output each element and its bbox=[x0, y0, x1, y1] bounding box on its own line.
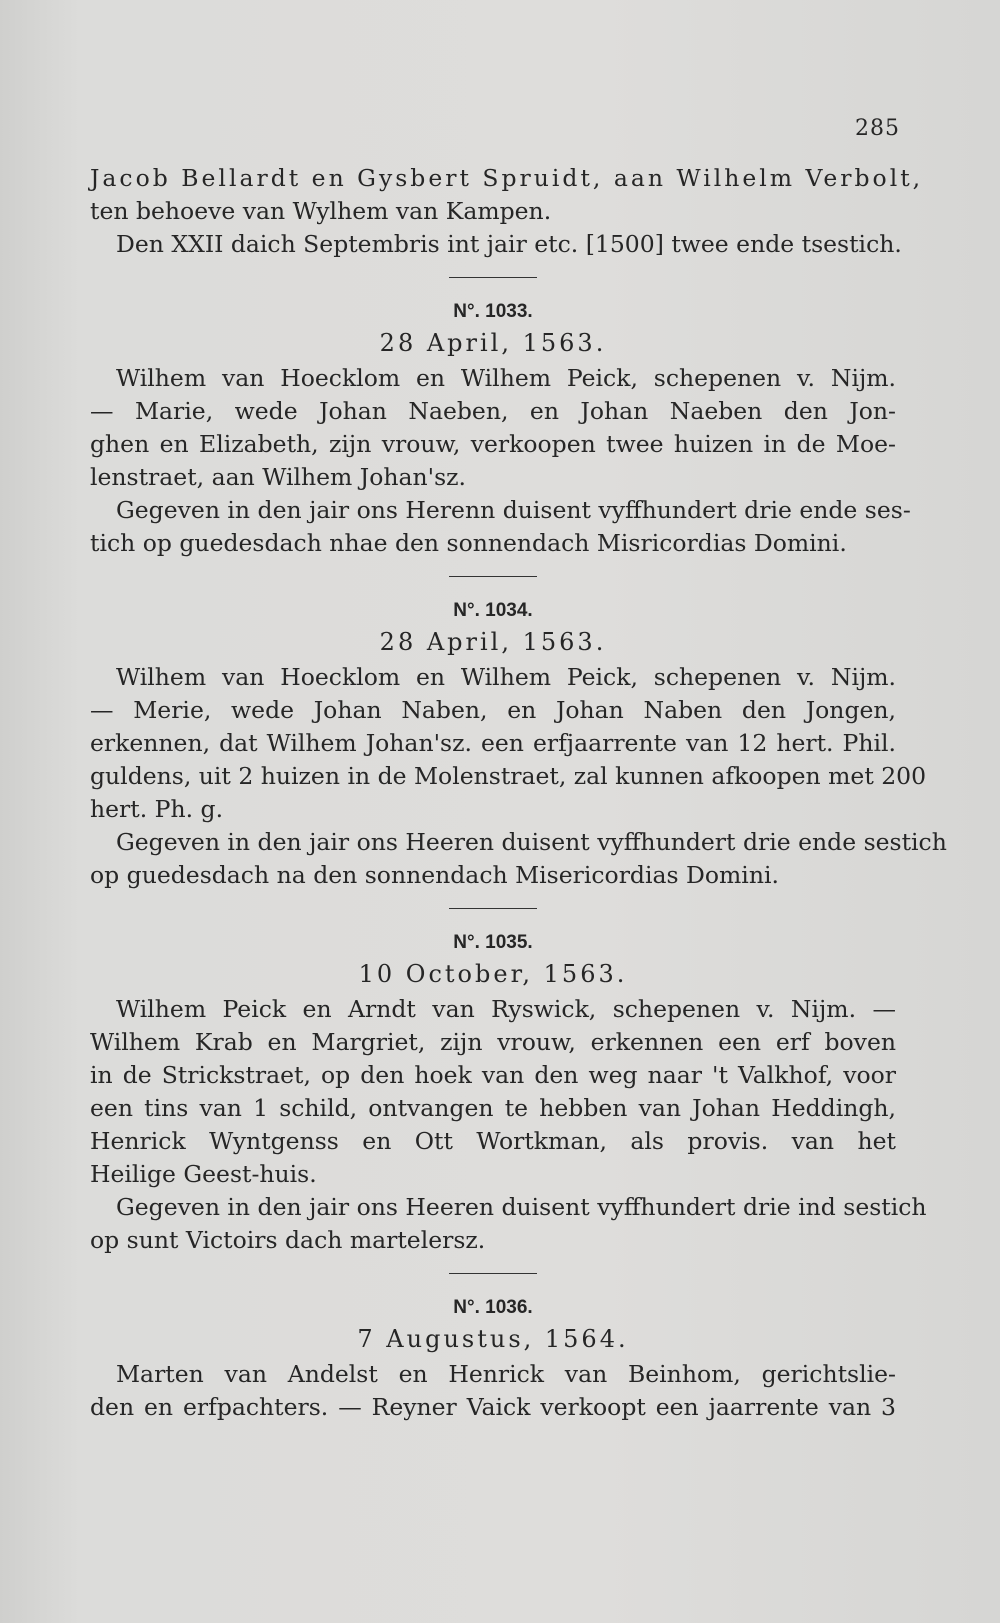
entry-1033 bbox=[90, 277, 911, 560]
text-line: erkennen, dat Wilhem Johan'sz. een erfjaarrente van 12 hert. Phil. bbox=[90, 729, 896, 757]
entry-date: 10 October, 1563. bbox=[358, 960, 628, 988]
entry-date: 28 April, 1563. bbox=[379, 628, 607, 656]
section-divider bbox=[449, 908, 537, 909]
text-line: een tins van 1 schild, ontvangen te hebben van Johan Heddingh, bbox=[90, 1094, 896, 1122]
text-line: lenstraet, aan Wilhem Johan'sz. bbox=[90, 463, 467, 491]
text-line: Wilhem Krab en Margriet, zijn vrouw, erkennen een erf boven bbox=[90, 1028, 896, 1056]
text-line: Gegeven in den jair ons Heeren duisent vyffhundert drie ende sestich bbox=[116, 828, 947, 856]
text-line: ten behoeve van Wylhem van Kampen. bbox=[90, 197, 552, 225]
entry-1035 bbox=[90, 908, 927, 1257]
entry-number: N°. 1035. bbox=[453, 932, 533, 953]
text-line: Wilhem Peick en Arndt van Ryswick, schepenen v. Nijm. — bbox=[116, 995, 896, 1023]
text-line: Heilige Geest-huis. bbox=[90, 1160, 317, 1188]
text-line: Wilhem van Hoecklom en Wilhem Peick, schepenen v. Nijm. bbox=[116, 364, 896, 392]
text-line: Henrick Wyntgenss en Ott Wortkman, als provis. van het bbox=[90, 1127, 896, 1155]
text-line: op sunt Victoirs dach martelersz. bbox=[90, 1226, 486, 1254]
entry-1034 bbox=[90, 576, 947, 892]
text-line: — Marie, wede Johan Naeben, en Johan Naeben den Jon- bbox=[90, 397, 896, 425]
entry-date: 7 Augustus, 1564. bbox=[357, 1325, 629, 1353]
text-line: Marten van Andelst en Henrick van Beinhom, gerichtslie- bbox=[116, 1360, 896, 1388]
page-content bbox=[90, 162, 947, 1424]
text-line: in de Strickstraet, op den hoek van den weg naar 't Valkhof, voor bbox=[90, 1061, 896, 1089]
entry-number: N°. 1036. bbox=[453, 1297, 533, 1318]
entry-1036 bbox=[90, 1273, 896, 1424]
text-line: Jacob Bellardt en Gysbert Spruidt, aan Wilhelm Verbolt, bbox=[90, 164, 924, 192]
page-number: 285 bbox=[855, 116, 900, 141]
entry-date: 28 April, 1563. bbox=[379, 329, 607, 357]
text-line: Wilhem van Hoecklom en Wilhem Peick, schepenen v. Nijm. bbox=[116, 663, 896, 691]
section-divider bbox=[449, 1273, 537, 1274]
entry-number: N°. 1034. bbox=[453, 600, 533, 621]
text-line: Gegeven in den jair ons Herenn duisent vyffhundert drie ende ses- bbox=[116, 496, 911, 524]
section-divider bbox=[449, 576, 537, 577]
text-line: hert. Ph. g. bbox=[90, 795, 224, 823]
text-line: op guedesdach na den sonnendach Misericordias Domini. bbox=[90, 861, 779, 889]
text-line: Den XXII daich Septembris int jair etc. [1500] twee ende tsestich. bbox=[116, 230, 902, 258]
text-line: guldens, uit 2 huizen in de Molenstraet, zal kunnen afkoopen met 200 bbox=[90, 762, 927, 790]
entry-number: N°. 1033. bbox=[453, 301, 533, 322]
text-line: Gegeven in den jair ons Heeren duisent vyffhundert drie ind sestich bbox=[116, 1193, 927, 1221]
text-line: ghen en Elizabeth, zijn vrouw, verkoopen twee huizen in de Moe- bbox=[90, 430, 896, 458]
text-line: den en erfpachters. — Reyner Vaick verkoopt een jaarrente van 3 bbox=[90, 1393, 896, 1421]
section-divider bbox=[449, 277, 537, 278]
text-line: tich op guedesdach nhae den sonnendach Misricordias Domini. bbox=[90, 529, 847, 557]
text-line: — Merie, wede Johan Naben, en Johan Naben den Jongen, bbox=[90, 696, 896, 724]
